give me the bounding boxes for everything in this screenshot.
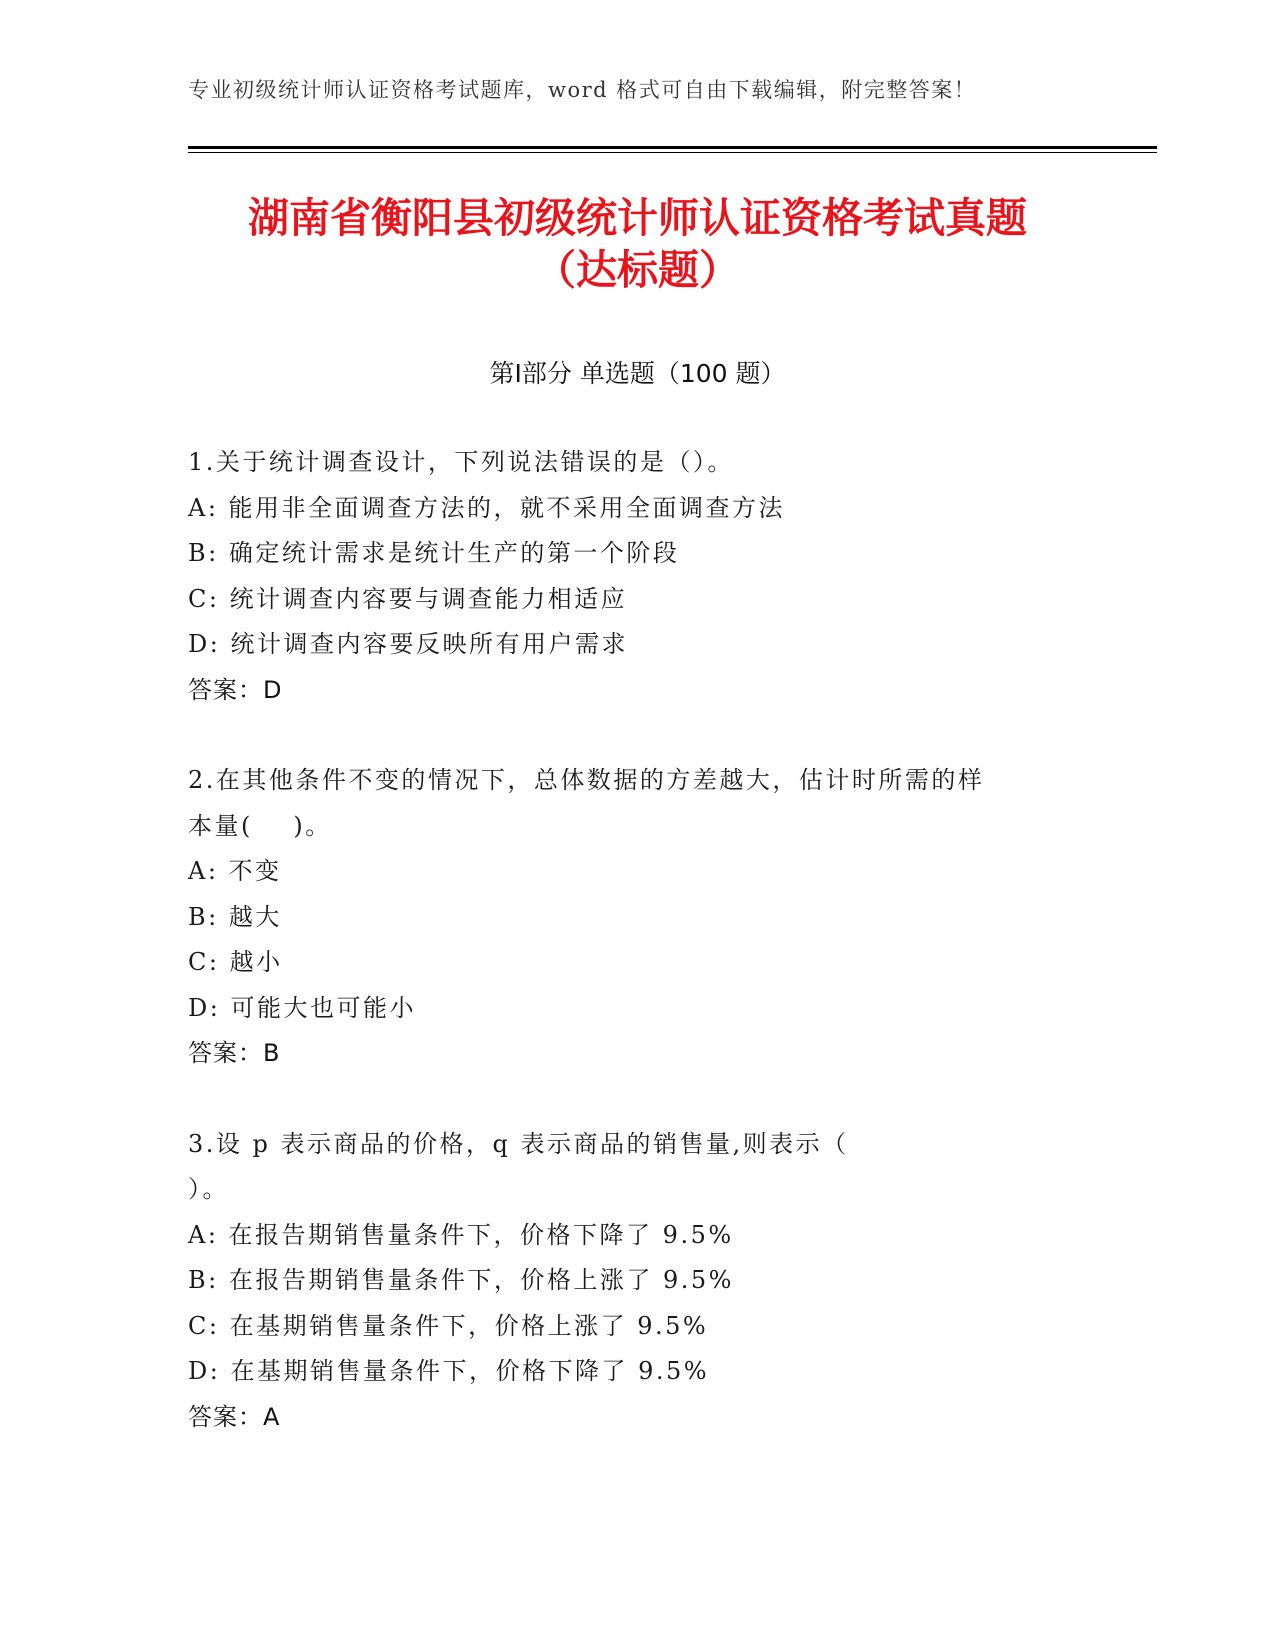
option-c: C: 越小 [188,948,283,976]
option-b: B: 在报告期销售量条件下，价格上涨了 9.5% [188,1266,734,1294]
option-b: B: 越大 [188,902,282,931]
section-title: 第Ⅰ部分 单选题（100 题） [489,359,786,388]
option-d: D: 可能大也可能小 [188,993,416,1022]
question-3 [188,1122,1088,1441]
document-title [150,192,1125,296]
option-a: A: 在报告期销售量条件下，价格下降了 9.5% [188,1220,734,1249]
question-text: 2.在其他条件不变的情况下，总体数据的方差越大，估计时所需的样 [188,766,985,794]
header-rule-thin [188,152,1157,153]
title-line-2: （达标题） [535,246,740,294]
answer: 答案：B [188,1039,281,1067]
option-c: C: 在基期销售量条件下，价格上涨了 9.5% [188,1311,709,1340]
option-a: A: 不变 [188,857,282,885]
question-list [188,440,1088,1485]
question-text: 3.设 p 表示商品的价格，q 表示商品的销售量,则表示（ [188,1129,849,1158]
page-header: 专业初级统计师认证资格考试题库，word 格式可自由下载编辑，附完整答案！ [188,78,977,102]
question-text-cont: ）。 [188,1175,229,1203]
title-line-1: 湖南省衡阳县初级统计师认证资格考试真题 [248,194,1027,242]
option-d: D: 统计调查内容要反映所有用户需求 [188,630,628,658]
option-c: C: 统计调查内容要与调查能力相适应 [188,584,628,613]
question-1 [188,440,1088,713]
option-d: D: 在基期销售量条件下，价格下降了 9.5% [188,1357,710,1385]
answer: 答案：D [188,675,283,704]
header-rule-thick [188,146,1157,149]
question-text-cont: 本量( )。 [188,811,332,840]
answer: 答案：A [188,1402,281,1431]
question-text: 1.关于统计调查设计，下列说法错误的是（）。 [188,448,734,476]
option-b: B: 确定统计需求是统计生产的第一个阶段 [188,539,680,567]
question-2 [188,758,1088,1077]
option-a: A: 能用非全面调查方法的，就不采用全面调查方法 [188,493,786,522]
